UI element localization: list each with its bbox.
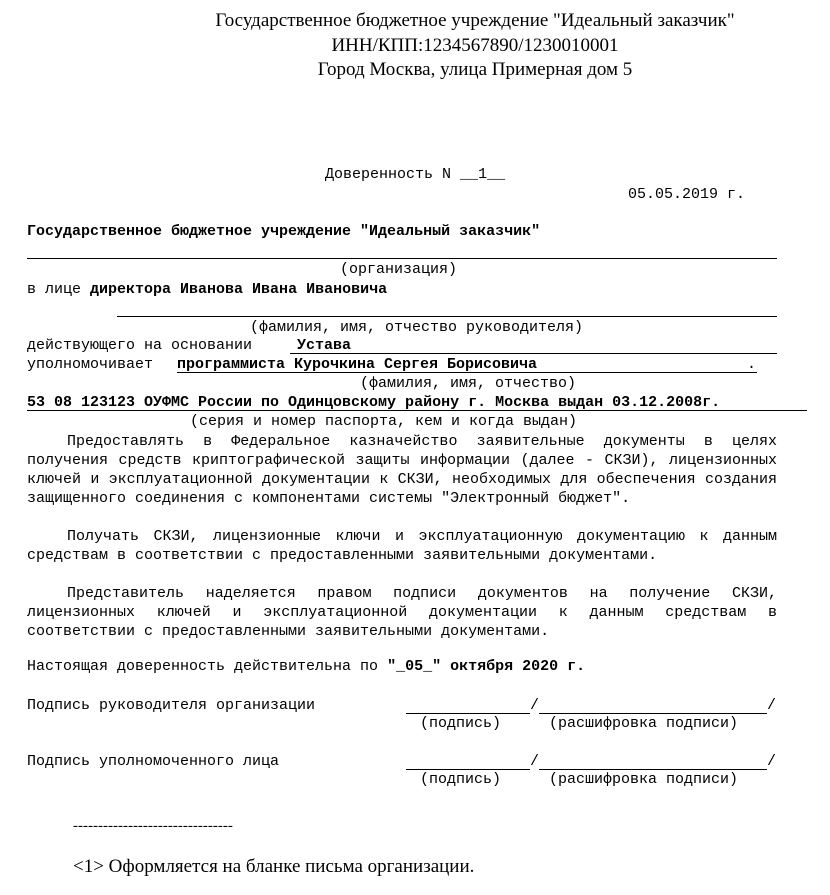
organization-underline: [27, 258, 777, 259]
representative-suffix: .: [747, 356, 757, 373]
rep-signature-slash: /: [530, 753, 540, 770]
organization-value: Государственное бюджетное учреждение "Идеальный заказчик": [27, 223, 541, 240]
footnote-separator: --------------------------------: [73, 818, 233, 834]
head-caption: (фамилия, имя, отчество руководителя): [250, 319, 584, 336]
passport-underline: [27, 410, 807, 411]
representative-value: программиста Курочкина Сергея Борисовича: [177, 356, 538, 373]
title-label: Доверенность N: [325, 166, 452, 183]
head-value: директора Иванова Ивана Ивановича: [90, 281, 388, 298]
validity-row: [27, 658, 585, 675]
body-paragraph-1: Предоставлять в Федеральное казначейство заявительные документы в целях получения средств криптографической защиты информации (далее - СКЗИ), лицензионных ключей и эксплуатационной документации к СКЗИ, необходимых для обеспечения создания защищенного соединения с компонентами системы "Электронный бюджет".: [27, 433, 777, 507]
rep-decode-slash: /: [767, 753, 777, 770]
header-inn-kpp: ИНН/КПП:1234567890/1230010001: [331, 35, 619, 56]
document-title: Доверенность N __1__: [325, 166, 506, 183]
passport-caption: (серия и номер паспорта, кем и когда выдан): [190, 413, 578, 430]
representative-prefix: уполномочивает: [27, 356, 154, 373]
basis-value: Устава: [297, 337, 352, 354]
head-decode-caption: (расшифровка подписи): [549, 715, 739, 732]
rep-decode-caption: (расшифровка подписи): [549, 771, 739, 788]
rep-signature-line: [406, 769, 530, 770]
body-paragraph-3: Представитель наделяется правом подписи документов на получение СКЗИ, лицензионных ключей и эксплуатационной документации к данным средствам в соответствии с предоставленными заявительными документами.: [27, 585, 777, 640]
head-signature-slash: /: [530, 697, 540, 714]
footnote-text: <1> Оформляется на бланке письма организации.: [73, 856, 475, 877]
representative-underline: [177, 372, 757, 373]
basis-underline: [290, 353, 777, 354]
head-prefix: в лице: [27, 281, 82, 298]
header-org-name: Государственное бюджетное учреждение "Идеальный заказчик": [215, 10, 735, 31]
document-date: 05.05.2019 г.: [628, 186, 746, 203]
head-row: [27, 281, 387, 298]
head-sign-caption: (подпись): [420, 715, 502, 732]
validity-month-year: октября 2020 г.: [450, 658, 586, 675]
body-paragraph-2: Получать СКЗИ, лицензионные ключи и эксплуатационную документацию к данным средствам в соответствии с предоставленными заявительными документами.: [27, 528, 777, 564]
passport-value: 53 08 123123 ОУФМС России по Одинцовскому району г. Москва выдан 03.12.2008г.: [27, 394, 721, 411]
rep-signature-label: Подпись уполномоченного лица: [27, 753, 280, 770]
rep-sign-caption: (подпись): [420, 771, 502, 788]
head-signature-label: Подпись руководителя организации: [27, 697, 316, 714]
head-underline: [117, 316, 777, 317]
representative-caption: (фамилия, имя, отчество): [360, 375, 577, 392]
head-signature-line: [406, 713, 530, 714]
basis-prefix: действующего на основании: [27, 337, 253, 354]
validity-day: "_05_": [387, 658, 442, 675]
validity-prefix: Настоящая доверенность действительна по: [27, 658, 379, 675]
head-decode-line: [539, 713, 767, 714]
rep-decode-line: [539, 769, 767, 770]
head-decode-slash: /: [767, 697, 777, 714]
title-number: 1: [478, 166, 488, 183]
organization-caption: (организация): [340, 261, 458, 278]
header-address: Город Москва, улица Примерная дом 5: [317, 59, 633, 80]
